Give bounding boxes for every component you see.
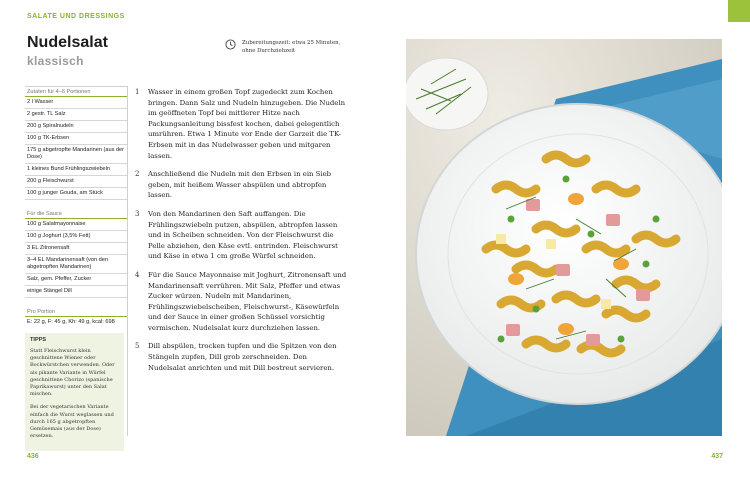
- step-number: 4: [135, 270, 140, 279]
- step-item: [135, 87, 347, 161]
- sauce-item: 3 EL Zitronensaft: [25, 243, 127, 255]
- ingredient-item: 1 kleines Bund Frühlingszwiebeln: [25, 164, 127, 176]
- ingredient-item: 100 g junger Gouda, am Stück: [25, 188, 127, 200]
- ingredient-item: 100 g TK-Erbsen: [25, 133, 127, 145]
- step-number: 5: [135, 342, 140, 351]
- pasta-salad-photo: [406, 39, 722, 436]
- chapter-tab: [728, 0, 750, 22]
- sauce-item: Salz, gem. Pfeffer, Zucker: [25, 274, 127, 286]
- step-text: Dill abspülen, trocken tupfen und die Spitzen von den Stängeln zupfen, Dill grob zerschneiden. Den Nudelsalat anrichten und mit Dill bestreut servieren.: [148, 342, 337, 372]
- sauce-item: einige Stängel Dill: [25, 286, 127, 298]
- ingredients-sidebar: [25, 86, 128, 440]
- portion-values: E: 22 g, F: 45 g, Kh: 49 g, kcal: 698: [27, 319, 115, 325]
- step-item: [135, 169, 347, 201]
- clock-icon: [225, 39, 236, 50]
- step-text: Anschließend die Nudeln mit den Erbsen in ein Sieb geben, mit heißem Wasser abspülen und abtropfen lassen.: [148, 170, 332, 200]
- page-number-left: 436: [27, 453, 39, 460]
- tip-paragraph: Statt Fleischwurst klein geschnittene Wiener oder Bockwürstchen verwenden. Oder als pikante Variante in Würfel geschnittene Chorizo (spanische Paprikawurst) unter den Salat mischen.: [30, 348, 115, 398]
- sauce-item: 100 g Salatmayonnaise: [25, 219, 127, 231]
- ingredient-item: 2 l Wasser: [25, 97, 127, 109]
- sauce-item: 3–4 EL Mandarinensaft (von den abgetropften Mandarinen): [25, 255, 127, 274]
- step-item: [135, 209, 347, 262]
- tip-paragraph: Bei der vegetarischen Variante einfach die Wurst weglassen und durch 165 g abgetropften Gemüsemais (aus der Dose) ersetzen.: [30, 404, 114, 440]
- pasta-salad-illustration: [406, 39, 722, 436]
- ingredient-item: 175 g abgetropfte Mandarinen (aus der Dose): [25, 145, 127, 164]
- sauce-item: 100 g Joghurt (3,5% Fett): [25, 231, 127, 243]
- page-number-right: 437: [711, 453, 723, 460]
- step-text: Von den Mandarinen den Saft auffangen. Die Frühlingszwiebeln putzen, abspülen, abtropfen lassen und in Scheiben schneiden. Von der Fleischwurst die Pelle abziehen, den Käse evtl. entrinden. Fleischwurst und Käse in etwa 1 cm große Würfel schneiden.: [148, 209, 338, 261]
- portion-heading: Pro Portion: [25, 307, 127, 317]
- instruction-steps: [135, 87, 347, 381]
- prep-time-line1: Zubereitungszeit: etwa 25 Minuten,: [242, 40, 341, 46]
- step-number: 2: [135, 170, 140, 179]
- tips-heading: TIPPS: [30, 337, 47, 343]
- step-item: [135, 341, 347, 373]
- prep-time: [225, 39, 345, 55]
- step-number: 1: [135, 88, 140, 96]
- sauce-heading: Für die Sauce: [25, 209, 127, 219]
- ingredient-item: 200 g Fleischwurst: [25, 176, 127, 188]
- ingredients-heading: Zutaten für 4–6 Portionen: [25, 86, 127, 97]
- recipe-subtitle: klassisch: [27, 54, 84, 68]
- ingredient-item: 200 g Spiralnudeln: [25, 121, 127, 133]
- prep-time-line2: ohne Durchziehzeit: [242, 48, 296, 54]
- tips-box: [25, 333, 124, 451]
- step-text: Für die Sauce Mayonnaise mit Joghurt, Zitronensaft und Mandarinensaft verrühren. Mit Salz, Pfeffer und etwas Zucker würzen. Nudeln mit Mandarinen, Frühlingszwiebelscheiben, Fleischwurst-, Käsewürfeln und der Sauce in einer großen Schüssel vorsichtig vermischen. Nudelsalat kurz durchziehen lassen.: [148, 270, 347, 332]
- recipe-title: Nudelsalat: [27, 34, 108, 51]
- step-number: 3: [135, 209, 140, 218]
- step-item: [135, 270, 347, 334]
- step-text: Wasser in einem großen Topf zugedeckt zum Kochen bringen. Dann Salz und Nudeln hinzugeben. Die Nudeln im geöffneten Topf bei mittlerer Hitze nach Packungsanleitung bissfest kochen, dabei gelegentlich umrühren. Etwa 1 Minute vor Ende der Garzeit die TK-Erbsen mit in das Nudelwasser geben und mitgaren lassen.: [148, 88, 346, 160]
- ingredient-item: 2 gestr. TL Salz: [25, 109, 127, 121]
- section-label: SALATE UND DRESSINGS: [27, 13, 125, 20]
